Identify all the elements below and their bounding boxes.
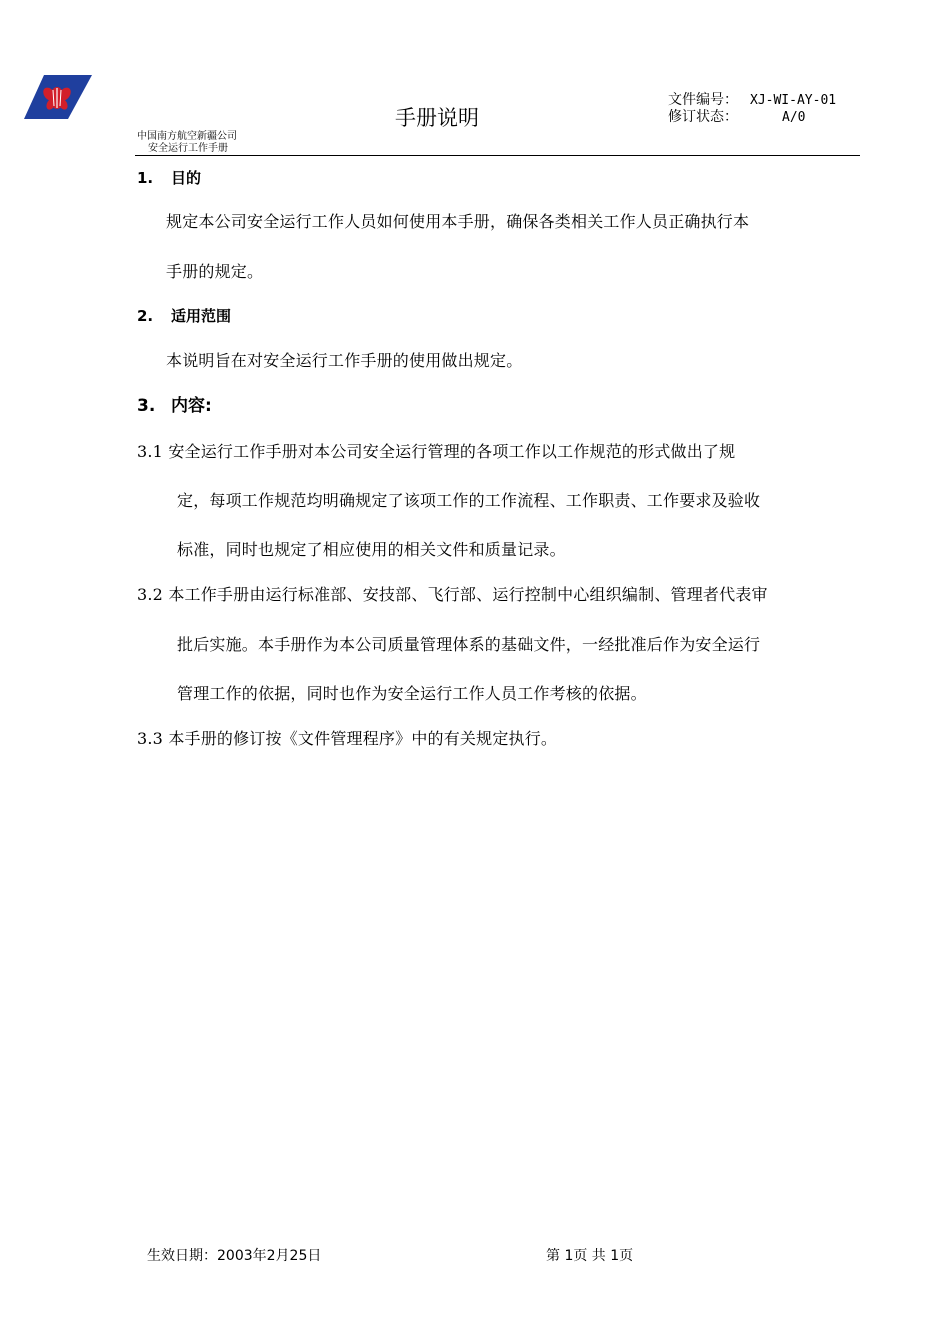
page-title: 手册说明 — [395, 106, 479, 130]
section-title: 适用范围 — [171, 307, 232, 325]
paragraph-line: 定，每项工作规范均明确规定了该项工作的工作流程、工作职责、工作要求及验收 — [177, 491, 761, 510]
paragraph-line: 本说明旨在对安全运行工作手册的使用做出规定。 — [166, 351, 523, 370]
paragraph-line: 3.1 安全运行工作手册对本公司安全运行管理的各项工作以工作规范的形式做出了规 — [137, 442, 736, 461]
section-number: 3. — [137, 396, 156, 416]
doc-number-label: 文件编号： — [668, 92, 738, 108]
paragraph-line: 3.2 本工作手册由运行标准部、安技部、飞行部、运行控制中心组织编制、管理者代表审 — [137, 585, 768, 604]
document-meta — [668, 92, 836, 126]
page-number: 第 1页 共 1页 — [546, 1248, 634, 1264]
revision-value: A/0 — [782, 110, 806, 125]
effective-date: 生效日期：2003年2月25日 — [147, 1248, 322, 1264]
paragraph-line: 管理工作的依据，同时也作为安全运行工作人员工作考核的依据。 — [177, 684, 647, 703]
paragraph-line: 批后实施。本手册作为本公司质量管理体系的基础文件，一经批准后作为安全运行 — [177, 635, 761, 654]
revision-row — [668, 109, 836, 126]
manual-name: 安全运行工作手册 — [148, 143, 228, 154]
paragraph-line: 规定本公司安全运行工作人员如何使用本手册，确保各类相关工作人员正确执行本 — [166, 212, 750, 231]
section-heading-purpose — [137, 168, 201, 188]
airline-logo — [22, 72, 94, 122]
section-heading-scope — [137, 306, 231, 326]
section-number: 2. — [137, 307, 154, 325]
paragraph-line: 手册的规定。 — [166, 262, 264, 281]
section-number: 1. — [137, 169, 154, 187]
company-name: 中国南方航空新疆公司 — [137, 131, 237, 142]
section-title: 目的 — [171, 169, 202, 187]
header-divider — [135, 155, 860, 156]
doc-number-value: XJ-WI-AY-01 — [750, 93, 837, 108]
section-heading-content — [137, 396, 212, 416]
paragraph-line: 标准，同时也规定了相应使用的相关文件和质量记录。 — [177, 540, 566, 559]
doc-number-row — [668, 92, 836, 109]
section-title: 内容: — [171, 396, 212, 416]
paragraph-line: 3.3 本手册的修订按《文件管理程序》中的有关规定执行。 — [137, 729, 558, 748]
revision-label: 修订状态： — [668, 109, 738, 125]
